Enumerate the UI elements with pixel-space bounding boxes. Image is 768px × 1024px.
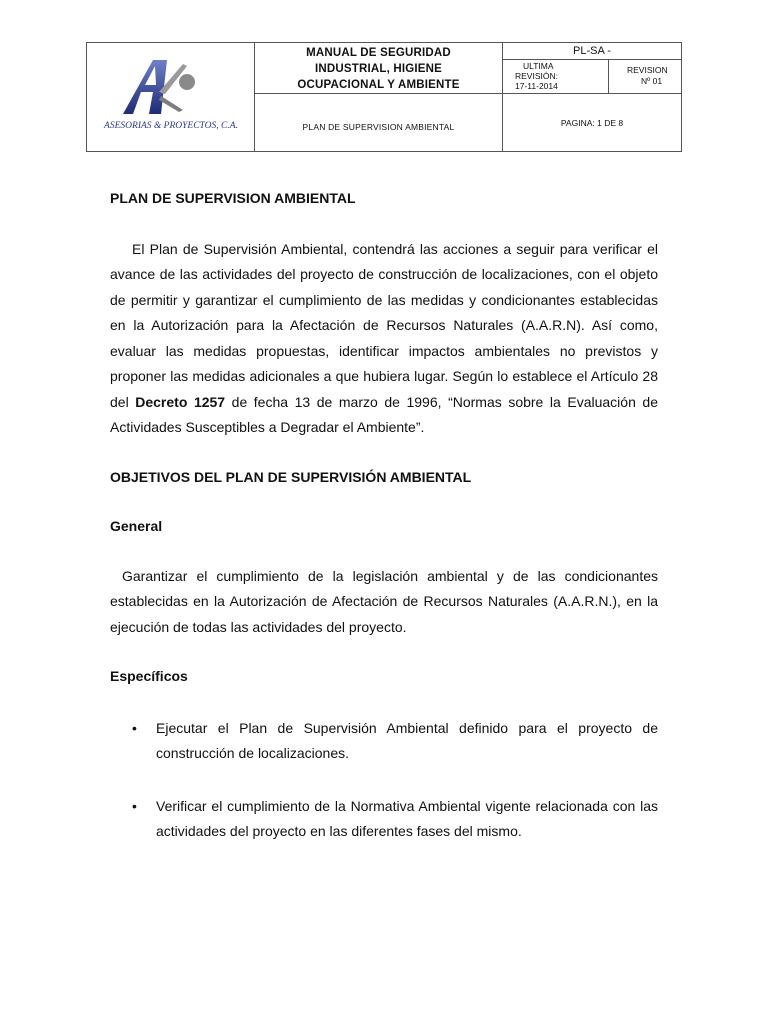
ultima-label: ULTIMA: [523, 61, 554, 72]
revision-cell: [503, 59, 682, 93]
title-line-3: OCUPACIONAL Y AMBIENTE: [297, 79, 460, 91]
bullet-icon: •: [132, 797, 137, 814]
decree-reference: Decreto 1257: [135, 393, 226, 410]
general-paragraph: Garantizar el cumplimiento de la legislación ambiental y de las condicionantes establecidas en la Autorización de Afectación de Recursos Naturales (A.A.R.N.), en la ejecución de todas las actividades del proyecto.: [110, 567, 658, 635]
plan-title: PLAN DE SUPERVISION AMBIENTAL: [255, 94, 503, 152]
revision-number: Nº 01: [641, 76, 663, 87]
revision-date: 17-11-2014: [515, 81, 558, 92]
title-line-2: INDUSTRIAL, HIGIENE: [314, 63, 443, 75]
revision-number-box: [609, 60, 681, 93]
last-revision: [503, 60, 609, 93]
logo-cell: [87, 43, 255, 152]
general-heading: General: [110, 518, 163, 534]
document-body: [110, 186, 658, 845]
revision-label: REVISIÓN:: [515, 71, 558, 82]
manual-title: [255, 43, 503, 94]
objectives-heading: OBJETIVOS DEL PLAN DE SUPERVISIÓN AMBIENTAL: [110, 468, 472, 485]
specific-heading: Específicos: [110, 668, 188, 684]
intro-paragraph: El Plan de Supervisión Ambiental, contendrá las acciones a seguir para verificar el avance de las actividades del proyecto de construcción de localizaciones, con el objeto de permitir y garantizar el cumplimiento de las medidas y condicionantes establecidas en la Autorización para la Afectación de Recursos Naturales (A.A.R.N). Así como, evaluar las medidas propuestas, identificar impactos ambientales no previstos y proponer las medidas adicionales a que hubiera lugar. Según lo establece el Artículo 28 del Decreto 1257 de fecha 13 de marzo de 1996, “Normas sobre la Evaluación de Actividades Susceptibles a Degradar el Ambiente”.: [110, 240, 658, 435]
section-heading: PLAN DE SUPERVISION AMBIENTAL: [110, 190, 356, 206]
list-item: • Ejecutar el Plan de Supervisión Ambiental definido para el proyecto de construcción de localizaciones.: [110, 716, 658, 767]
logo-text: ASESORIAS & PROYECTOS, C.A.: [103, 121, 238, 131]
revision-title: REVISION: [627, 65, 668, 76]
company-logo: [101, 52, 241, 142]
list-item: • Verificar el cumplimiento de la Normativa Ambiental vigente relacionada con las actividades del proyecto en las diferentes fases del mismo.: [110, 794, 658, 845]
document-code: PL-SA -: [503, 43, 682, 60]
specific-objectives-list: [110, 716, 658, 845]
bullet-icon: •: [132, 719, 137, 736]
document-header: [86, 42, 682, 152]
page-number: PAGINA: 1 DE 8: [503, 94, 682, 152]
title-line-1: MANUAL DE SEGURIDAD: [306, 47, 451, 59]
